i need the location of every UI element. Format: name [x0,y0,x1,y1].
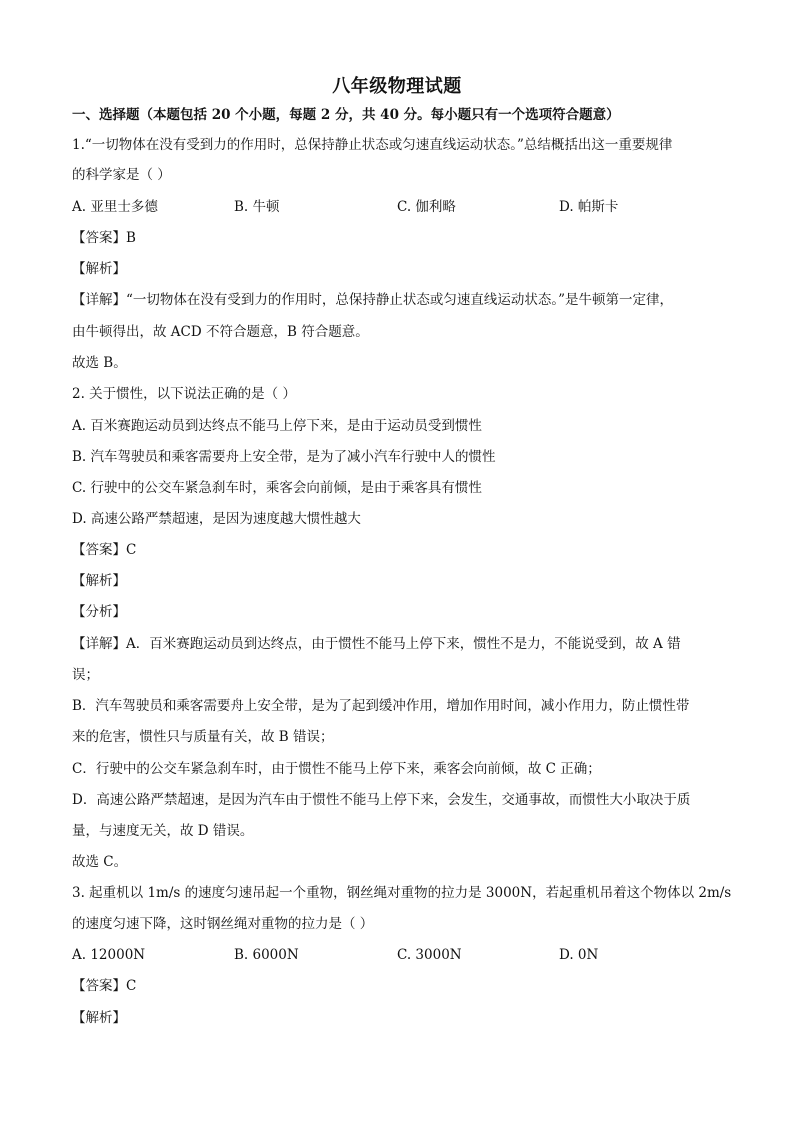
q3-option-c: C. 3000N [397,947,462,963]
q3-option-a: A. 12000N [72,947,146,963]
q2-option-b: B. 汽车驾驶员和乘客需要舟上安全带，是为了减小汽车行驶中人的惯性 [72,449,496,465]
q1-analysis-label: 【解析】 [72,261,126,277]
q1-detail-line1: 【详解】“一切物体在没有受到力的作用时，总保持静止状态或匀速直线运动状态。”是牛顿第一定律， [72,292,674,308]
q2-option-c: C. 行驶中的公交车紧急刹车时，乘客会向前倾，是由于乘客具有惯性 [72,480,482,496]
q2-conclusion: 故选 C。 [72,854,128,870]
q1-stem-line1: 1.“一切物体在没有受到力的作用时，总保持静止状态或匀速直线运动状态。”总结概括出这一重要规律 [72,137,673,153]
page-title: 八年级物理试题 [332,76,462,97]
q1-detail-line2: 由牛顿得出，故 ACD 不符合题意，B 符合题意。 [72,324,369,340]
q3-analysis-label: 【解析】 [72,1010,126,1026]
q1-option-a: A. 亚里士多德 [72,199,158,215]
q3-answer: 【答案】C [72,978,137,994]
q1-option-b: B. 牛顿 [234,199,280,215]
q2-detail-d-line2: 量，与速度无关，故 D 错误。 [72,823,254,839]
q1-answer: 【答案】B [72,230,136,246]
q2-fenxi-label: 【分析】 [72,604,126,620]
q3-option-b: B. 6000N [234,947,299,963]
q1-stem-line2: 的科学家是（ ） [72,167,171,183]
q1-option-d: D. 帕斯卡 [559,199,619,215]
q2-detail-c: C．行驶中的公交车紧急刹车时，由于惯性不能马上停下来，乘客会向前倾，故 C 正确； [72,761,601,777]
q2-detail-line1: 【详解】A．百米赛跑运动员到达终点，由于惯性不能马上停下来，惯性不是力，不能说受到，故 A 错 [72,636,681,652]
q1-option-c: C. 伽利略 [397,199,456,215]
q2-detail-d-line1: D．高速公路严禁超速，是因为汽车由于惯性不能马上停下来，会发生，交通事故，而惯性大小取决于质 [72,792,691,808]
q3-stem-line1: 3. 起重机以 1m/s 的速度匀速吊起一个重物，钢丝绳对重物的拉力是 3000N，若起重机吊着这个物体以 2m/s [72,885,732,901]
section-heading: 一、选择题（本题包括 20 个小题，每题 2 分，共 40 分。每小题只有一个选项符合题意） [72,107,620,123]
q2-detail-line2: 误； [72,667,99,683]
q2-option-d: D. 高速公路严禁超速，是因为速度越大惯性越大 [72,511,361,527]
q3-option-d: D. 0N [559,947,599,963]
q2-detail-b-line1: B．汽车驾驶员和乘客需要舟上安全带，是为了起到缓冲作用，增加作用时间，减小作用力，防止惯性带 [72,698,690,714]
q2-option-a: A. 百米赛跑运动员到达终点不能马上停下来，是由于运动员受到惯性 [72,418,482,434]
q2-analysis-label: 【解析】 [72,573,126,589]
q2-stem: 2. 关于惯性，以下说法正确的是（ ） [72,386,296,402]
q3-stem-line2: 的速度匀速下降，这时钢丝绳对重物的拉力是（ ） [72,916,374,932]
q2-answer: 【答案】C [72,542,137,558]
q2-detail-b-line2: 来的危害，惯性只与质量有关，故 B 错误； [72,729,334,745]
q1-conclusion: 故选 B。 [72,355,127,371]
